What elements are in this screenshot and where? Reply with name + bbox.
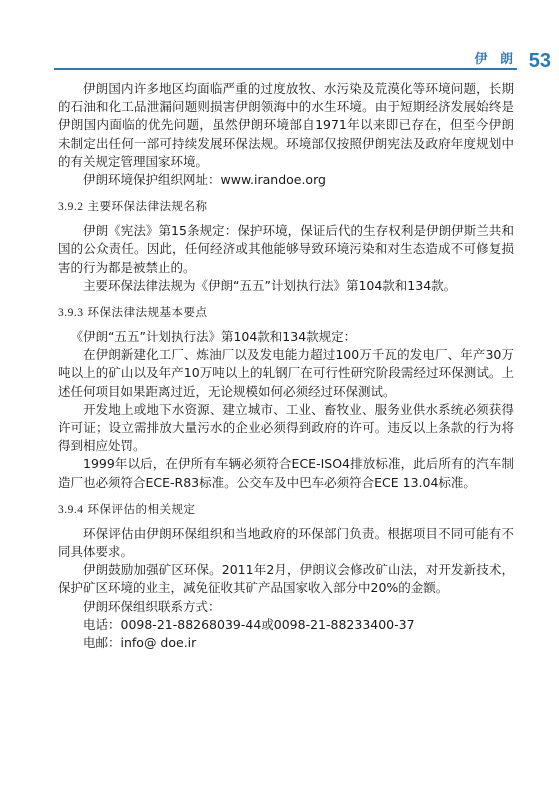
page-number: 53 [528,50,551,72]
header-rule [54,68,517,70]
doe-website: 伊朗环境保护组织网址：www.irandoe.org [83,172,326,188]
contact-email: 电邮：info@ doe.ir [83,635,197,651]
construction-paragraph: 在伊朗新建化工厂、炼油厂以及发电能力超过100万千瓦的发电厂、年产30万吨以上的矿山以及年产10万吨以上的轧钢厂在可行性研究阶段需经过环保测试。上述任何项目如果距离过近，无论规模如何必须经过环保测试。 [58,347,514,399]
section-number: 3.9.4 [58,503,84,516]
section-title: 环保法律法规基本要点 [87,305,208,320]
section-heading-3-9-2 [58,198,514,215]
assessment-paragraph: 环保评估由伊朗环保组织和当地政府的环保部门负责。根据项目不同可能有不同具体要求。 [58,525,514,560]
mining-paragraph: 伊朗鼓励加强矿区环保。2011年2月，伊朗议会修改矿山法，对开发新技术，保护矿区环境的业主，减免征收其矿产品国家收入部分中20%的金额。 [58,562,514,596]
section-heading-3-9-4 [58,501,514,518]
intro-paragraph: 伊朗国内许多地区均面临严重的过度放牧、水污染及荒漠化等环境问题，长期的石油和化工品泄漏问题则损害伊朗领海中的水生环境。由于短期经济发展始终是伊朗国内面临的优先问题，虽然伊朗环境部自1971年以来即已存在，但至今伊朗未制定出任何一部可持续发展环保法规。环境部仅按照伊朗宪法及政府年度规划中的有关规定管理国家环境。 [58,81,514,169]
section-number: 3.9.2 [58,201,84,214]
section-number: 3.9.3 [58,307,84,320]
section-title: 主要环保法律法规名称 [87,199,208,214]
section-title: 环保评估的相关规定 [87,501,196,516]
running-header-country: 伊 朗 [474,52,517,67]
main-law-paragraph: 主要环保法律法规为《伊朗“五五”计划执行法》第104款和134款。 [83,277,457,293]
law-lead-paragraph: 《伊朗“五五”计划执行法》第104款和134款规定： [70,329,357,345]
contact-phone: 电话：0098-21-88268039-44或0098-21-88233400-37 [83,616,415,632]
page-body [58,80,514,652]
contact-title: 伊朗环保组织联系方式： [83,598,221,614]
section-heading-3-9-3 [58,304,514,321]
page-header [0,0,559,80]
water-paragraph: 开发地上或地下水资源、建立城市、工业、畜牧业、服务业供水系统必须获得许可证；设立需排放大量污水的企业必须得到政府的许可。违反以上条款的行为将得到相应处罚。 [58,401,514,454]
vehicle-paragraph: 1999年以后，在伊所有车辆必须符合ECE-ISO4排放标准，此后所有的汽车制造厂也必须符合ECE-R83标准。公交车及中巴车必须符合ECE 13.04标准。 [58,456,514,490]
constitution-paragraph: 伊朗《宪法》第15条规定：保护环境，保证后代的生存权利是伊朗伊斯兰共和国的公众责任。因此，任何经济或其他能够导致环境污染和对生态造成不可修复损害的行为都是被禁止的。 [58,223,514,275]
